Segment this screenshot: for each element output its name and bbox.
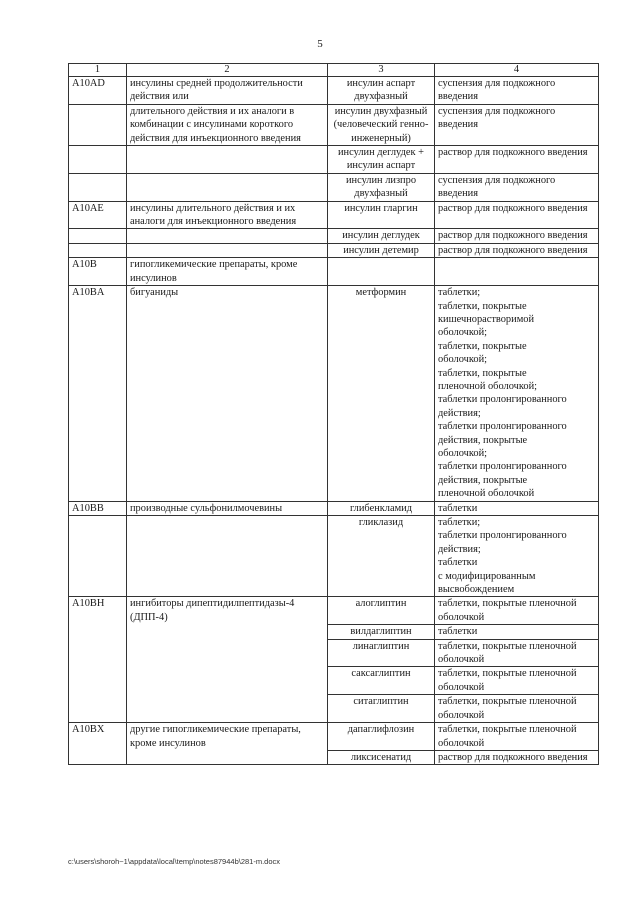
drug-name: инсулин детемир xyxy=(328,243,435,257)
dosage-form-line: оболочкой; xyxy=(438,447,488,459)
table-row xyxy=(69,77,599,105)
drug-name: гликлазид xyxy=(328,516,435,597)
drug-name: метформин xyxy=(328,286,435,502)
dosage-form: суспензия для подкожного введения xyxy=(435,77,599,105)
dosage-form-line: действия; xyxy=(438,407,481,419)
dosage-form-line: высвобождением xyxy=(438,584,515,596)
dosage-form-line: таблетки; xyxy=(438,287,481,299)
dosage-form: таблетки xyxy=(435,501,599,515)
atc-group: ингибиторы дипептидилпептидазы-4 (ДПП-4) xyxy=(127,597,328,723)
atc-group xyxy=(127,173,328,201)
atc-code: A10AD xyxy=(69,77,127,105)
drug-name: алоглиптин xyxy=(328,597,435,625)
dosage-form-line: таблетки, покрытые xyxy=(438,367,527,379)
dosage-form: раствор для подкожного введения xyxy=(435,243,599,257)
atc-group xyxy=(127,229,328,243)
atc-group: другие гипогликемические препараты, кроме инсулинов xyxy=(127,723,328,765)
atc-code xyxy=(69,229,127,243)
dosage-form-line: кишечнорастворимой xyxy=(438,313,535,325)
dosage-form xyxy=(435,286,599,502)
drug-name: инсулин гларгин xyxy=(328,201,435,229)
dosage-form: таблетки, покрытые пленочной оболочкой xyxy=(435,667,599,695)
dosage-form-line: таблетки пролонгированного xyxy=(438,421,567,433)
atc-group: длительного действия и их аналоги в комбинации с инсулинами короткого действия для инъекционного введения xyxy=(127,104,328,145)
drug-table xyxy=(68,63,599,765)
atc-code: A10BB xyxy=(69,501,127,515)
dosage-form: суспензия для подкожного введения xyxy=(435,104,599,145)
atc-group: гипогликемические препараты, кроме инсулинов xyxy=(127,258,328,286)
table-row xyxy=(69,173,599,201)
atc-code: A10BA xyxy=(69,286,127,502)
table-row xyxy=(69,229,599,243)
dosage-form-line: таблетки пролонгированного xyxy=(438,394,567,406)
dosage-form-line: действия, покрытые xyxy=(438,474,528,486)
table-row xyxy=(69,146,599,174)
table-row xyxy=(69,201,599,229)
dosage-form: раствор для подкожного введения xyxy=(435,146,599,174)
drug-name: инсулин лизпро двухфазный xyxy=(328,173,435,201)
dosage-form-line: таблетки xyxy=(438,557,478,569)
dosage-form-line: таблетки; xyxy=(438,517,481,528)
dosage-form: таблетки, покрытые пленочной оболочкой xyxy=(435,639,599,667)
column-header: 3 xyxy=(328,64,435,77)
drug-name: дапаглифлозин xyxy=(328,723,435,751)
dosage-form-line: действия; xyxy=(438,543,481,555)
dosage-form-line: таблетки пролонгированного xyxy=(438,461,567,473)
dosage-form: раствор для подкожного введения xyxy=(435,750,599,764)
dosage-form-line: действия, покрытые xyxy=(438,434,528,446)
dosage-form-line: оболочкой; xyxy=(438,354,488,366)
table-row xyxy=(69,104,599,145)
atc-group: инсулины средней продолжительности действия или xyxy=(127,77,328,105)
atc-group xyxy=(127,146,328,174)
drug-name: линаглиптин xyxy=(328,639,435,667)
table-header-row xyxy=(69,64,599,77)
column-header: 2 xyxy=(127,64,328,77)
atc-code xyxy=(69,516,127,597)
table-row xyxy=(69,243,599,257)
dosage-form xyxy=(435,258,599,286)
column-header: 1 xyxy=(69,64,127,77)
atc-group xyxy=(127,243,328,257)
atc-code xyxy=(69,173,127,201)
dosage-form xyxy=(435,516,599,597)
drug-name: вилдаглиптин xyxy=(328,625,435,639)
page-number: 5 xyxy=(317,38,323,50)
column-header: 4 xyxy=(435,64,599,77)
atc-group: бигуаниды xyxy=(127,286,328,502)
table-row xyxy=(69,258,599,286)
atc-code: A10AE xyxy=(69,201,127,229)
drug-name: инсулин деглудек + инсулин аспарт xyxy=(328,146,435,174)
dosage-form-line: таблетки, покрытые xyxy=(438,300,527,312)
table-row xyxy=(69,723,599,751)
table-row xyxy=(69,516,599,597)
dosage-form-line: пленочной оболочкой; xyxy=(438,380,538,392)
dosage-form: раствор для подкожного введения xyxy=(435,201,599,229)
dosage-form: таблетки, покрытые пленочной оболочкой xyxy=(435,597,599,625)
atc-group: производные сульфонилмочевины xyxy=(127,501,328,515)
atc-code xyxy=(69,146,127,174)
dosage-form: суспензия для подкожного введения xyxy=(435,173,599,201)
atc-group xyxy=(127,516,328,597)
dosage-form: таблетки xyxy=(435,625,599,639)
table-row xyxy=(69,597,599,625)
drug-name: инсулин аспарт двухфазный xyxy=(328,77,435,105)
atc-code: A10BH xyxy=(69,597,127,723)
drug-name: саксаглиптин xyxy=(328,667,435,695)
dosage-form: раствор для подкожного введения xyxy=(435,229,599,243)
atc-code: A10B xyxy=(69,258,127,286)
drug-name xyxy=(328,258,435,286)
dosage-form-line: с модифицированным xyxy=(438,570,536,582)
drug-name: ситаглиптин xyxy=(328,695,435,723)
dosage-form: таблетки, покрытые пленочной оболочкой xyxy=(435,695,599,723)
dosage-form-line: оболочкой; xyxy=(438,327,488,339)
atc-group: инсулины длительного действия и их аналоги для инъекционного введения xyxy=(127,201,328,229)
table-row xyxy=(69,501,599,515)
dosage-form-line: таблетки, покрытые xyxy=(438,340,527,352)
footer-file-path: c:\users\shoroh~1\appdata\local\temp\notes87944b\281-m.docx xyxy=(68,857,281,866)
drug-name: ликсисенатид xyxy=(328,750,435,764)
atc-code: A10BX xyxy=(69,723,127,765)
dosage-form-line: пленочной оболочкой xyxy=(438,488,535,500)
atc-code xyxy=(69,104,127,145)
dosage-form-line: таблетки пролонгированного xyxy=(438,530,567,542)
atc-code xyxy=(69,243,127,257)
drug-name: глибенкламид xyxy=(328,501,435,515)
dosage-form: таблетки, покрытые пленочной оболочкой xyxy=(435,723,599,751)
drug-name: инсулин двухфазный (человеческий генно-инженерный) xyxy=(328,104,435,145)
drug-name: инсулин деглудек xyxy=(328,229,435,243)
table-row xyxy=(69,286,599,502)
